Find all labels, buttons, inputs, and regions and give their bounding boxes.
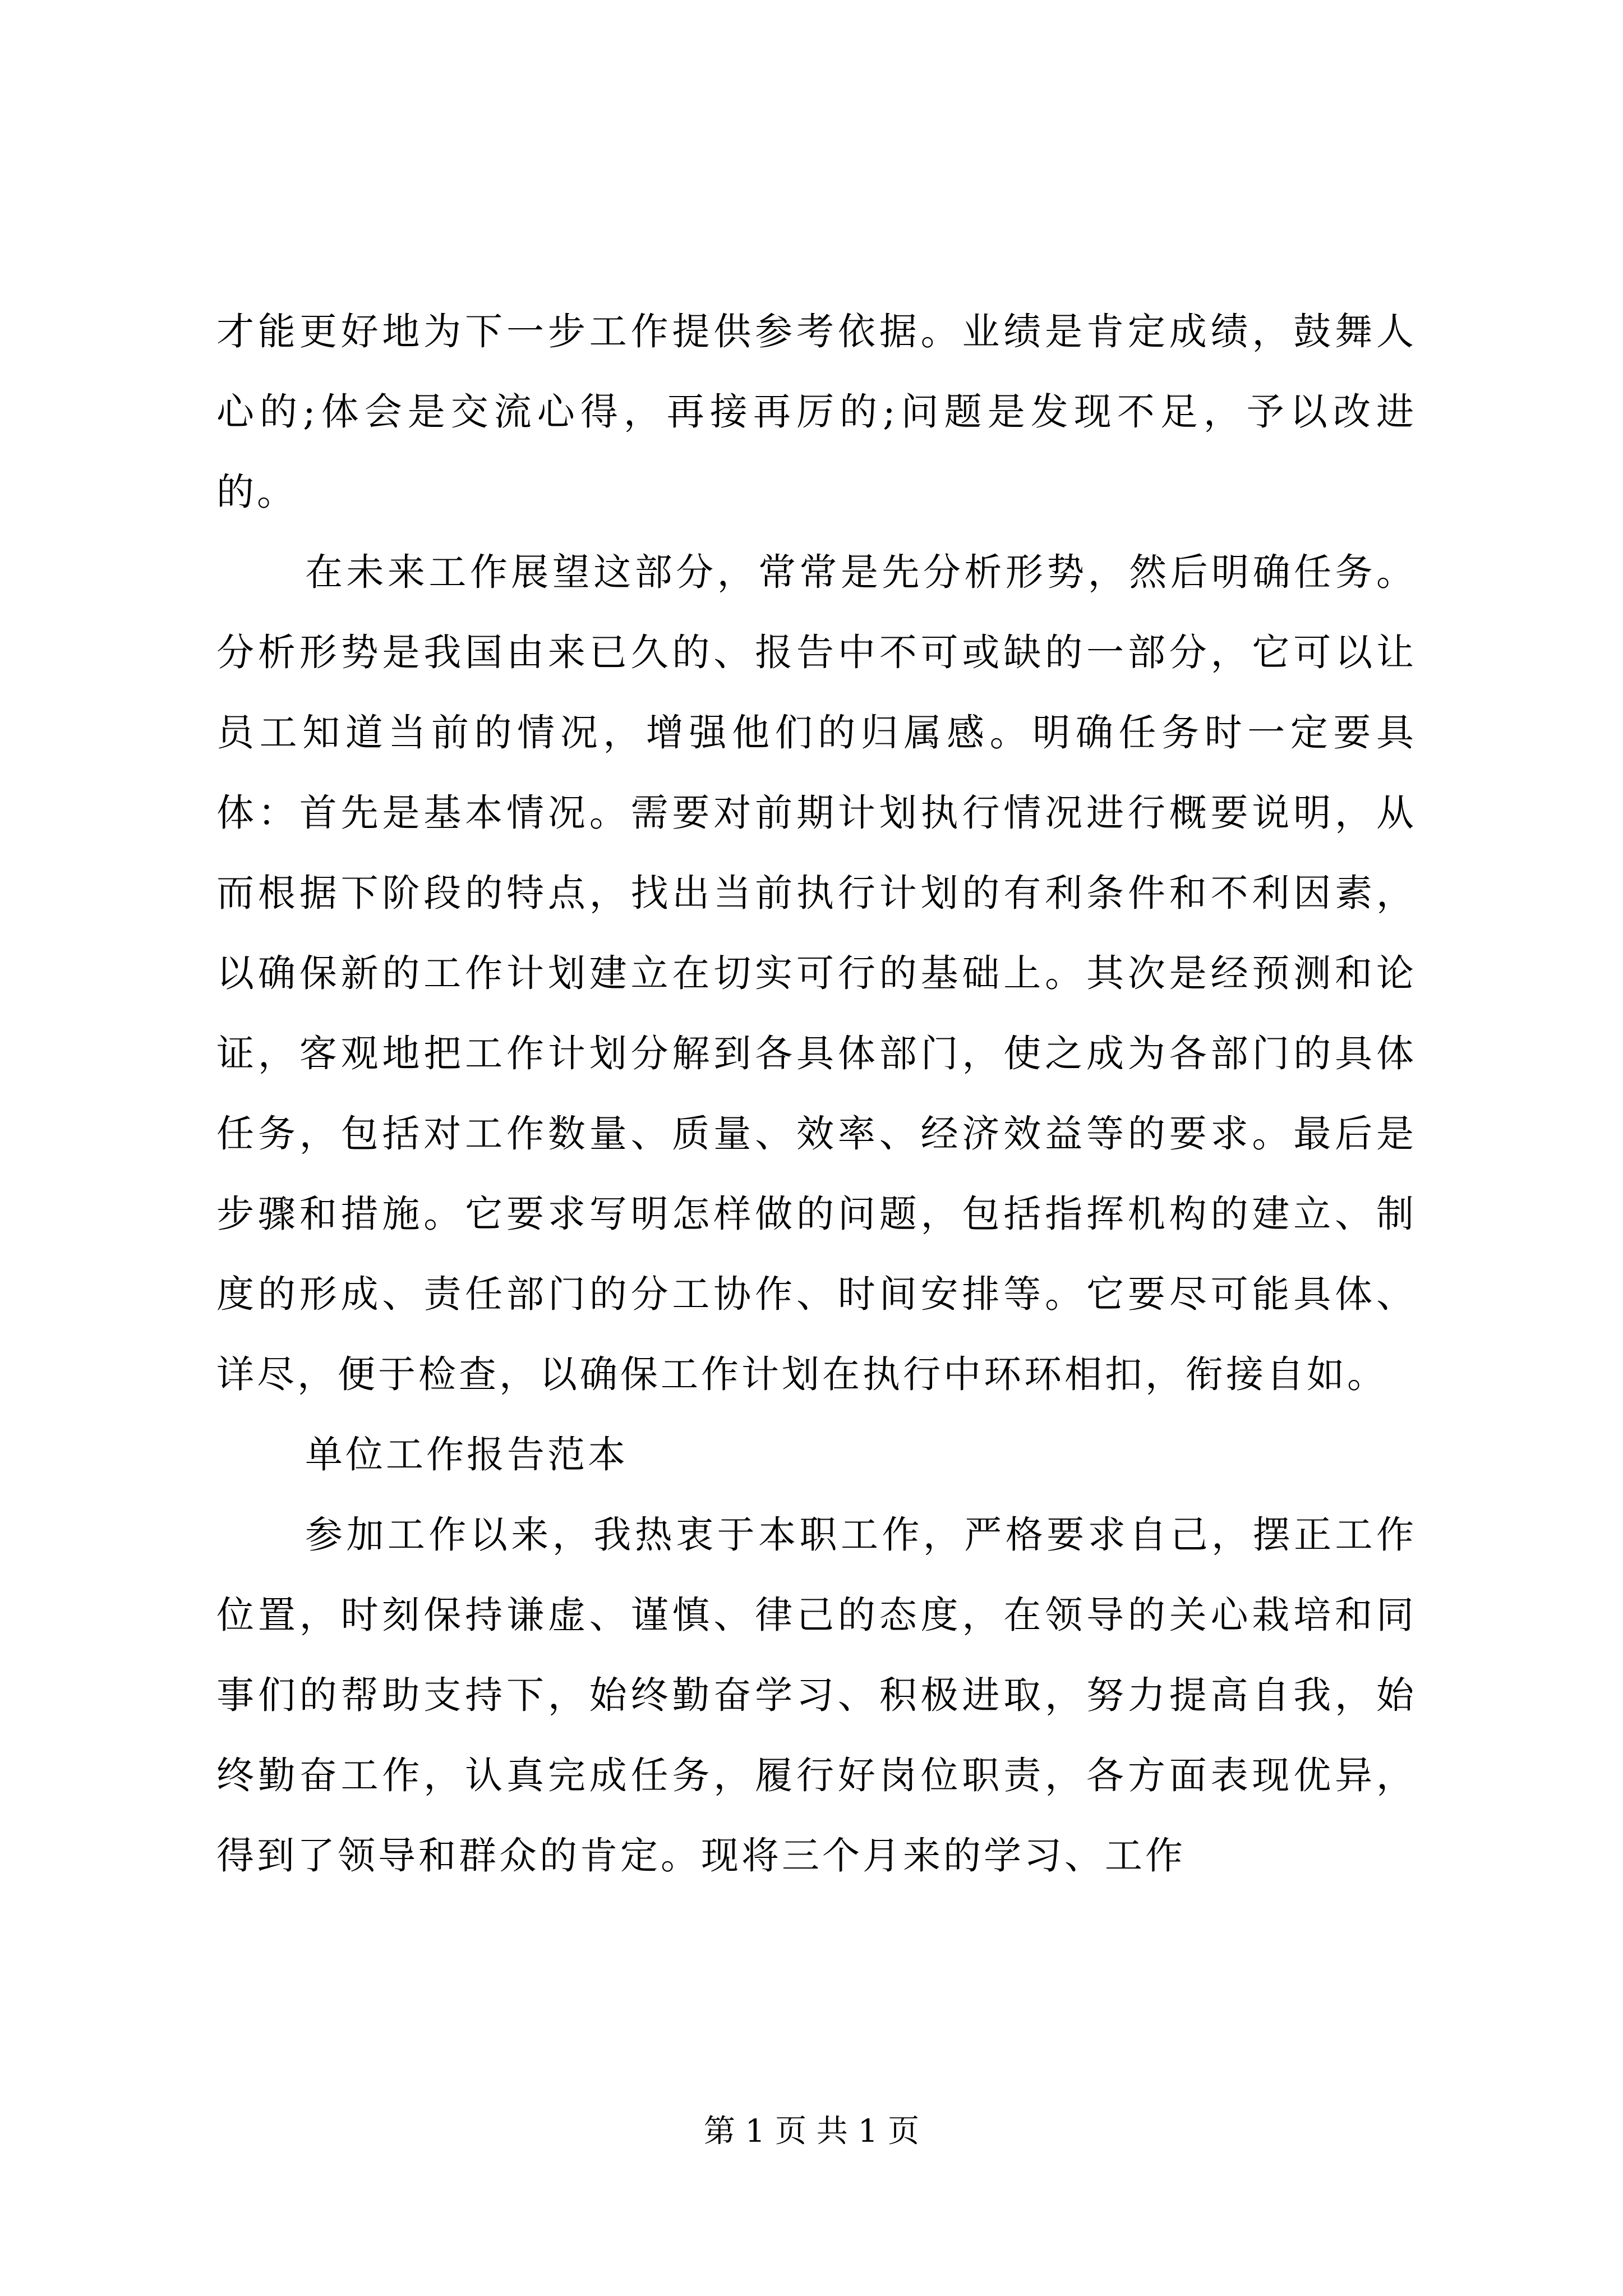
section-heading: 单位工作报告范本	[305, 1433, 628, 1476]
page-footer: 第 1 页 共 1 页	[703, 2113, 920, 2150]
document-body	[216, 292, 1417, 1896]
paragraph-3: 参加工作以来，我热衷于本职工作，严格要求自己，摆正工作位置，时刻保持谦虚、谨慎、律己的态度，在领导的关心栽培和同事们的帮助支持下，始终勤奋学习、积极进取，努力提高自我，始终勤奋工作，认真完成任务，履行好岗位职责，各方面表现优异，得到了领导和群众的肯定。现将三个月来的学习、工作	[216, 1513, 1417, 1878]
paragraph-2: 在未来工作展望这部分，常常是先分析形势，然后明确任务。分析形势是我国由来已久的、报告中不可或缺的一部分，它可以让员工知道当前的情况，增强他们的归属感。明确任务时一定要具体：首先是基本情况。需要对前期计划执行情况进行概要说明，从而根据下阶段的特点，找出当前执行计划的有利条件和不利因素，以确保新的工作计划建立在切实可行的基础上。其次是经预测和论证，客观地把工作计划分解到各具体部门，使之成为各部门的具体任务，包括对工作数量、质量、效率、经济效益等的要求。最后是步骤和措施。它要求写明怎样做的问题，包括指挥机构的建立、制度的形成、责任部门的分工协作、时间安排等。它要尽可能具体、详尽，便于检查，以确保工作计划在执行中环环相扣，衔接自如。	[216, 550, 1417, 1396]
paragraph-1: 才能更好地为下一步工作提供参考依据。业绩是肯定成绩，鼓舞人心的;体会是交流心得，再接再厉的;问题是发现不足，予以改进的。	[216, 310, 1417, 514]
